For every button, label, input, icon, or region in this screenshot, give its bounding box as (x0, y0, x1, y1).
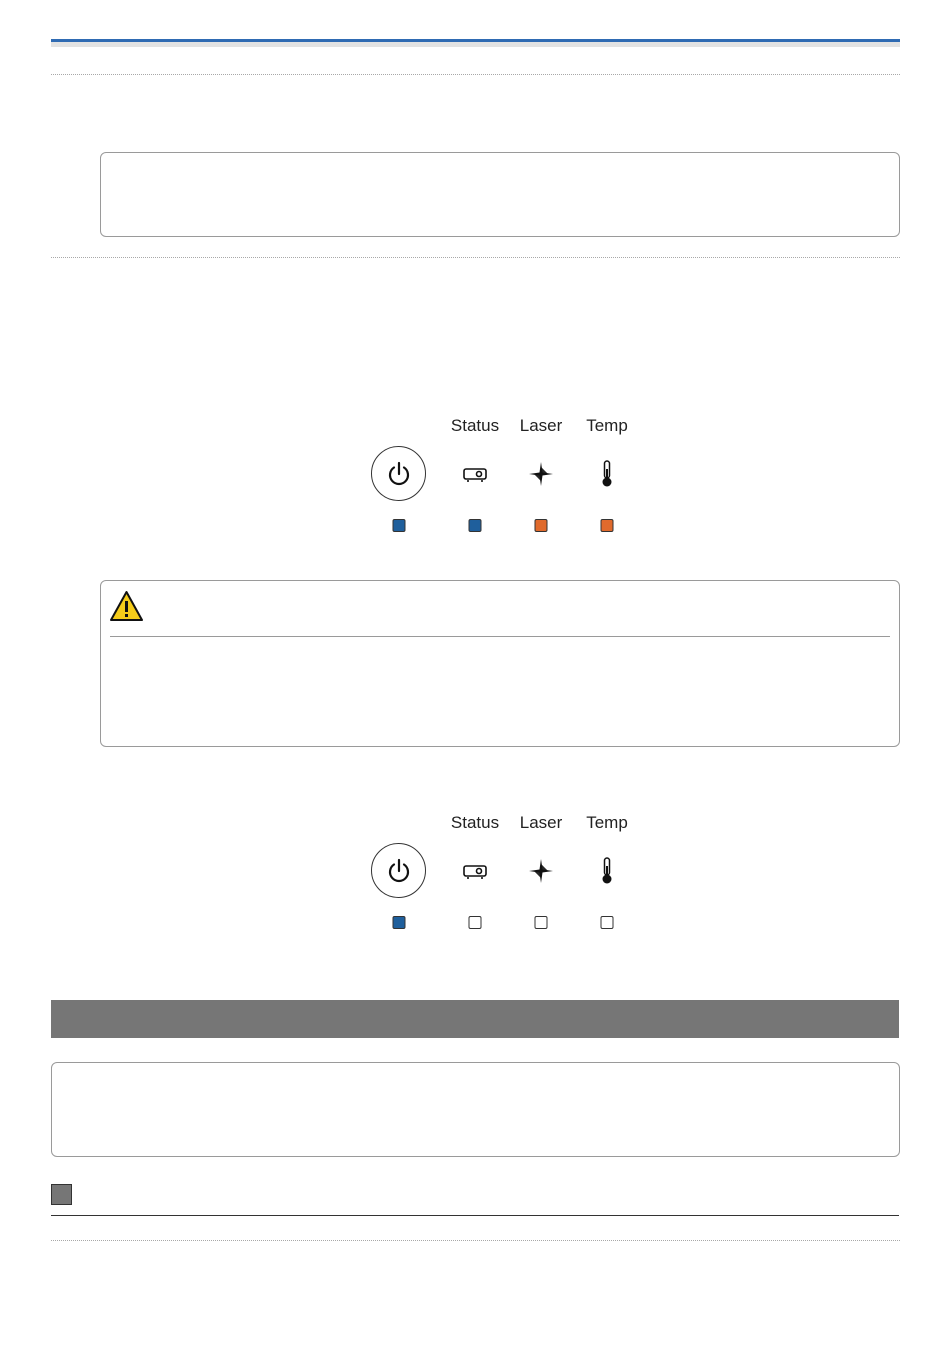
laser-led (535, 916, 548, 929)
laser-label: Laser (519, 813, 563, 832)
status-label: Status (450, 416, 500, 435)
warning-separator (110, 636, 890, 637)
laser-label: Laser (519, 416, 563, 435)
projector-icon (461, 460, 489, 488)
note-box (100, 152, 900, 237)
indicator-panel-2 (371, 813, 671, 953)
header-rule-gray (51, 42, 900, 47)
laser-icon (527, 460, 555, 488)
power-icon (386, 857, 412, 885)
subheading-rule (51, 1215, 899, 1216)
power-icon (386, 460, 412, 488)
warning-triangle-icon (109, 590, 144, 622)
status-led (469, 519, 482, 532)
status-led (469, 916, 482, 929)
info-box (51, 1062, 900, 1157)
power-led (393, 519, 406, 532)
laser-led (535, 519, 548, 532)
status-label: Status (450, 813, 500, 832)
projector-icon (461, 857, 489, 885)
dotted-divider (51, 257, 900, 258)
temp-led (601, 519, 614, 532)
indicator-panel-1 (371, 416, 671, 556)
temp-led (601, 916, 614, 929)
section-heading-bar (51, 1000, 899, 1038)
power-button[interactable] (371, 843, 426, 898)
dotted-divider (51, 1240, 900, 1241)
dotted-divider (51, 74, 900, 75)
temp-label: Temp (586, 813, 628, 832)
power-button[interactable] (371, 446, 426, 501)
thermometer-icon (593, 460, 621, 488)
subheading-marker (51, 1184, 72, 1205)
thermometer-icon (593, 857, 621, 885)
temp-label: Temp (586, 416, 628, 435)
laser-icon (527, 857, 555, 885)
power-led (393, 916, 406, 929)
warning-box (100, 580, 900, 747)
